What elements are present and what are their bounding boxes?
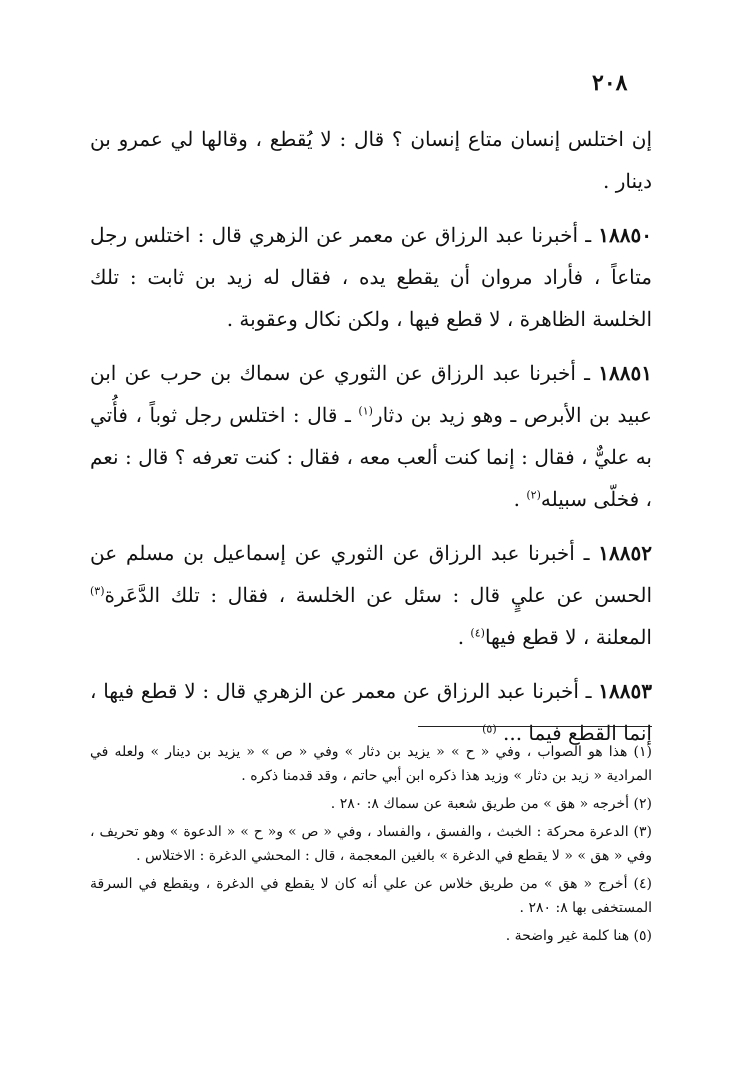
hadith-number: ١٨٨٥٣ (598, 679, 652, 703)
footnote-5: (٥) هنا كلمة غير واضحة . (505, 928, 652, 944)
hadith-text: ـ أخبرنا عبد الرزاق عن الثوري عن سماك بن حرب عن ابن عبيد بن الأبرص ـ وهو زيد بن دثار (90, 361, 652, 427)
hadith-text: ـ أخبرنا عبد الرزاق عن معمر عن الزهري قال : اختلس رجل متاعاً ، فأراد مروان أن يقطع يده ، فقال له زيد بن ثابت : تلك الخلسة الظاهرة ، لا قطع فيها ، ولكن نكال وعقوبة . (90, 223, 652, 331)
hadith-text: . (513, 487, 527, 511)
footnote-divider (418, 726, 652, 727)
footnote-3: (٣) الدعرة محركة : الخبث ، والفسق ، والفساد ، وفي « ص » و« ح » « الدعوة » وهو تحريف ، وفي « هق » « لا يقطع في الدغرة » بالغين المعجمة ، قال : المحشي الدغرة : الاختلاس . (90, 824, 653, 864)
footnote-ref: (٣) (90, 584, 105, 598)
footnote-ref: (٢) (526, 488, 541, 502)
continuation-paragraph: إن اختلس إنسان متاع إنسان ؟ قال : لا يُقطع ، وقالها لي عمرو بن دينار . (90, 127, 652, 193)
hadith-number: ١٨٨٥٠ (598, 223, 652, 247)
footnote-ref: (١) (358, 404, 373, 418)
hadith-text: المعلنة ، لا قطع فيها (484, 625, 652, 649)
hadith-text: . (457, 625, 471, 649)
main-text (90, 118, 652, 754)
footnotes (90, 740, 652, 952)
footnote-4: (٤) أخرج « هق » من طريق خلاس عن علي أنه كان لا يقطع في الدغرة ، ويقطع في السرقة المستخفى بها ٨: ٢٨٠ . (90, 876, 652, 916)
hadith-18851 (90, 352, 652, 520)
hadith-number: ١٨٨٥٢ (598, 541, 652, 565)
hadith-text: ـ قال : اختلس رجل ثوباً ، فأُتي به عليٌّ ، فقال : إنما كنت ألعب معه ، فقال : كنت تعرفه ؟ قال : نعم ، فخلّى سبيله (90, 403, 652, 511)
footnote-ref: (٥) (482, 722, 497, 736)
footnote-1: (١) هذا هو الصواب ، وفي « ح » « يزيد بن دثار » وفي « ص » « يزيد بن دينار » ولعله في المرادية « زيد بن دثار » وزيد هذا ذكره ابن أبي حاتم ، وقد قدمنا ذكره . (90, 744, 652, 784)
footnote-2: (٢) أخرجه « هق » من طريق شعبة عن سماك ٨: ٢٨٠ . (330, 796, 652, 812)
hadith-text: ـ أخبرنا عبد الرزاق عن معمر عن الزهري قال : لا قطع فيها ، إنما القطع فيما ... (90, 679, 652, 745)
page-number: ٢٠٨ (592, 70, 628, 96)
hadith-18852 (90, 532, 652, 658)
hadith-number: ١٨٨٥١ (598, 361, 652, 385)
hadith-text: ـ أخبرنا عبد الرزاق عن الثوري عن إسماعيل بن مسلم عن الحسن عن عليٍ قال : سئل عن الخلسة ، فقال : تلك الدَّعَرة (90, 541, 652, 607)
footnote-ref: (٤) (470, 626, 485, 640)
hadith-18850 (90, 214, 652, 340)
